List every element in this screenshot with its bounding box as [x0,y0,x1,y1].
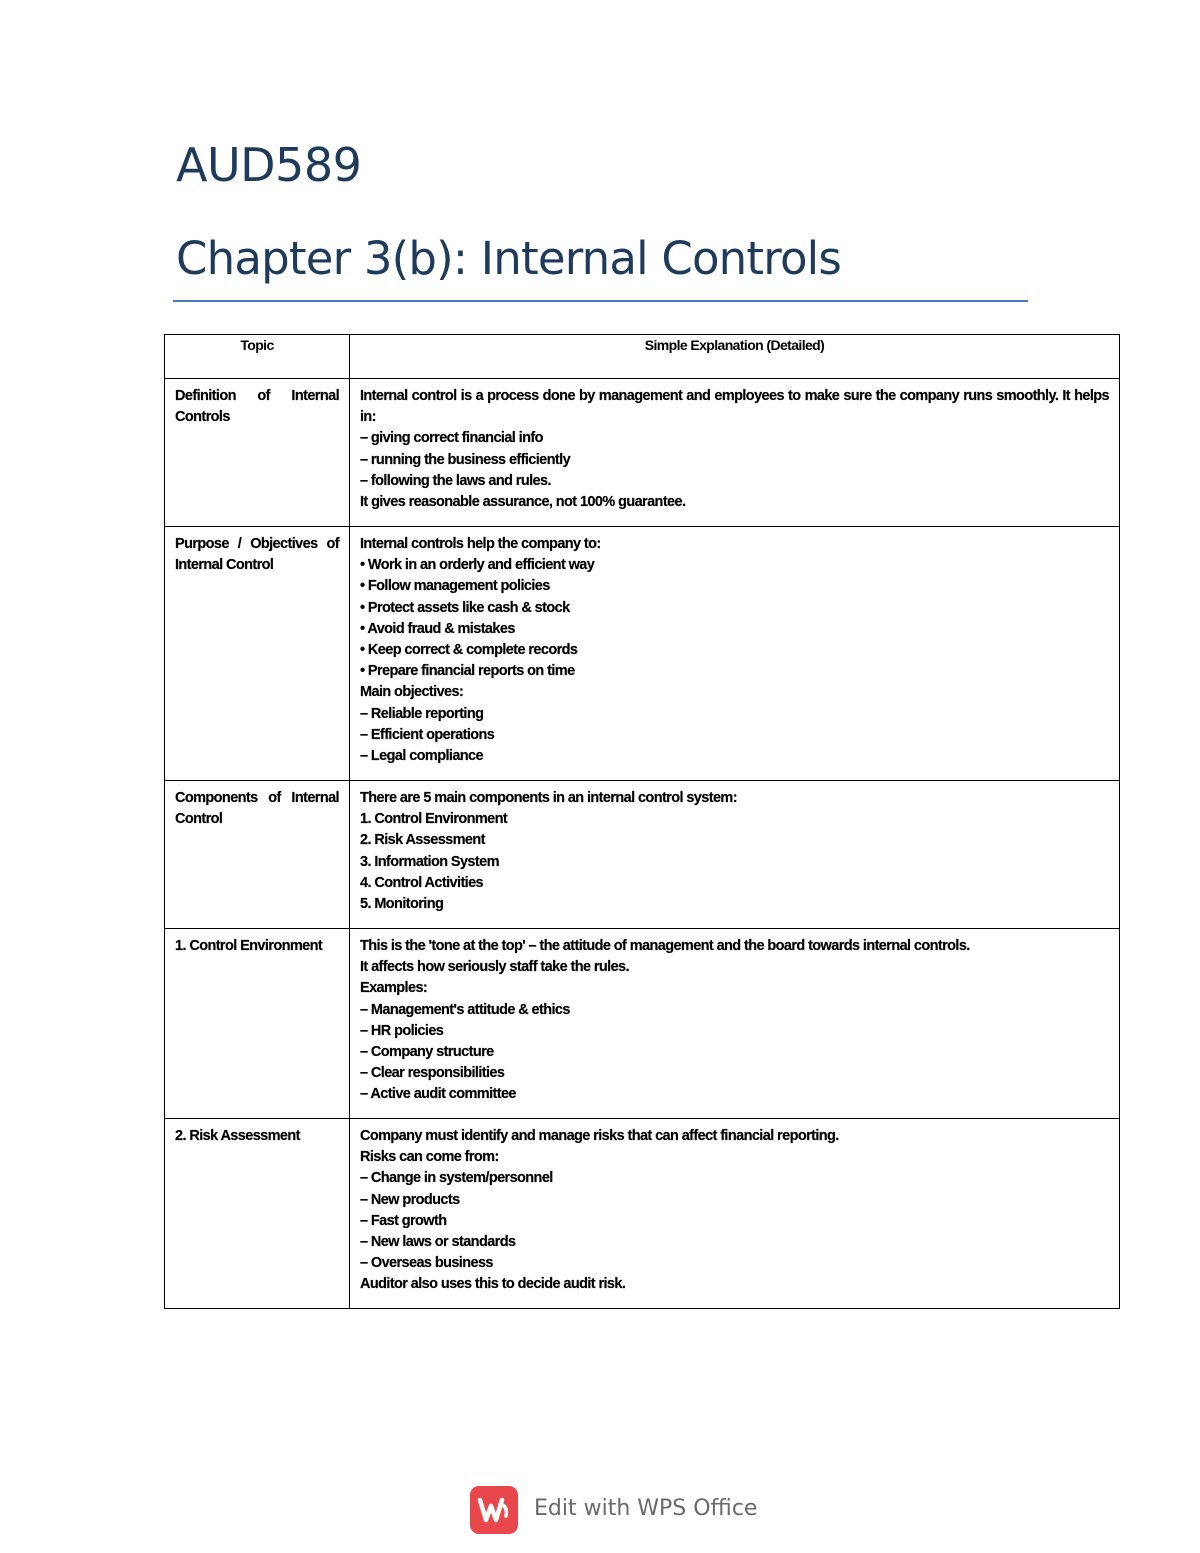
explanation-line: – New products [360,1191,460,1208]
explanation-line: It gives reasonable assurance, not 100% guarantee. [360,494,686,511]
header-topic: Topic [165,335,350,379]
explanation-line: Risks can come from: [360,1149,499,1166]
document-title: AUD589 [176,138,362,192]
table-row [165,1119,1120,1309]
row-explanation [350,379,1119,521]
explanation-line: – Active audit committee [360,1086,516,1103]
explanation-line: • Work in an orderly and efficient way [360,557,595,574]
table-row [165,929,1120,1119]
row-topic: Definition of Internal Controls [175,388,339,426]
explanation-line: – Clear responsibilities [360,1065,505,1082]
explanation-intro: Internal controls help the company to: [360,536,601,552]
explanation-line: • Protect assets like cash & stock [360,599,570,616]
explanation-line: Auditor also uses this to decide audit risk. [360,1276,626,1293]
explanation-intro: Internal control is a process done by management and employees to make sure the company runs smoothly. It helps in: [360,388,1109,426]
table-row [165,781,1120,929]
explanation-line: • Keep correct & complete records [360,642,578,659]
explanation-line: – giving correct financial info [360,430,543,447]
explanation-line: – Legal compliance [360,748,483,765]
explanation-line: – Fast growth [360,1212,447,1229]
explanation-line: – Change in system/personnel [360,1170,553,1187]
row-explanation [350,781,1119,923]
wps-w-glyph-icon [470,1486,518,1534]
row-explanation [350,527,1119,775]
explanation-line: Examples: [360,980,428,997]
explanation-line: – New laws or standards [360,1234,516,1251]
table-row [165,527,1120,781]
explanation-intro: This is the 'tone at the top' – the attitude of management and the board towards internal controls. [360,938,970,954]
notes-table [164,334,1120,1309]
row-explanation [350,929,1119,1114]
heading-underline [173,300,1028,302]
explanation-line: • Follow management policies [360,578,550,595]
wps-logo-icon[interactable] [470,1486,518,1534]
table-row [165,379,1120,527]
explanation-line: 1. Control Environment [360,811,508,828]
explanation-line: It affects how seriously staff take the rules. [360,959,629,976]
explanation-line: – HR policies [360,1022,444,1039]
row-topic: Purpose / Objectives of Internal Control [175,536,339,574]
edit-with-wps-link[interactable]: Edit with WPS Office [534,1496,758,1521]
explanation-line: – Overseas business [360,1255,493,1272]
explanation-line: 3. Information System [360,853,499,870]
table-header-row [165,335,1120,379]
row-topic: 2. Risk Assessment [175,1128,300,1144]
explanation-intro: There are 5 main components in an internal control system: [360,790,737,806]
explanation-line: – Management's attitude & ethics [360,1001,570,1018]
explanation-intro: Company must identify and manage risks that can affect financial reporting. [360,1128,839,1144]
chapter-heading: Chapter 3(b): Internal Controls [176,232,842,285]
explanation-line: 4. Control Activities [360,874,484,891]
explanation-line: • Avoid fraud & mistakes [360,620,515,637]
explanation-line: 2. Risk Assessment [360,832,485,849]
row-topic: Components of Internal Control [175,790,339,828]
explanation-line: • Prepare financial reports on time [360,663,575,680]
explanation-line: – running the business efficiently [360,451,571,468]
explanation-line: – Efficient operations [360,726,495,743]
explanation-line: – Reliable reporting [360,705,484,722]
explanation-line: – Company structure [360,1044,494,1061]
explanation-line: Main objectives: [360,684,464,701]
explanation-line: 5. Monitoring [360,896,444,913]
explanation-line: – following the laws and rules. [360,472,551,489]
row-explanation [350,1119,1119,1304]
row-topic: 1. Control Environment [175,938,323,954]
header-explanation: Simple Explanation (Detailed) [350,335,1120,379]
